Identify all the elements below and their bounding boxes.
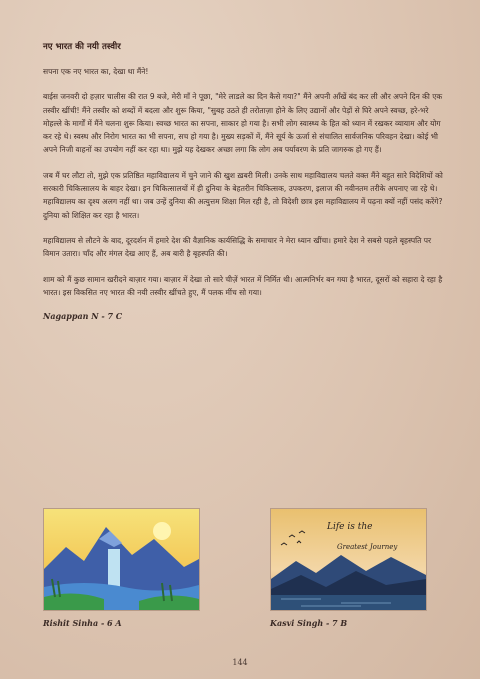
painting-lettering-line2: Greatest Journey <box>337 543 398 551</box>
article-paragraph: शाम को मैं कुछ सामान खरीदने बाज़ार गया। बाज़ार में देखा तो सारे चीज़ें भारत में निर्मित थी। आत्मनिर्भर बन गया है भारत, दूसरों को सहारा दे रहा है भारत। इस विकसित नए भारत की नयी तस्वीर खींचते हुए, मैं पलक मींच सो गया। <box>43 274 443 297</box>
dusk-painting <box>271 509 426 610</box>
painting-lettering-line1: Life is the <box>327 522 373 532</box>
artwork-landscape-waterfall <box>43 508 200 611</box>
article-paragraph: जब मैं घर लौटा तो, मुझे एक प्रतिष्ठित महाविद्यालय में चुने जाने की खुश ख़बरी मिली। उनके साथ महाविद्यालय चलते वक्त मैंने बहुत सारे विदेशियों को सरकारी चिकित्सालय के बाहर देखा। इन चिकित्सालयों में ही दुनिया के बेहतरीन चिकित्सक, उपकरण, इलाज की नवीनतम तरीके अपनाए जा रहे थे। महाविद्यालय का दृश्य अलग नहीं था। जब उन्हें दुनिया की अत्युत्तम शिक्षा मिल रही है, तो विदेशी छात्र इस महाविद्यालय में पढ़ना क्यों नहीं पसंद करेंगे? दुनिया को शिक्षित कर रहा है भारत। <box>43 170 443 220</box>
article-author: Nagappan N - 7 C <box>43 311 123 322</box>
page-number: 144 <box>232 658 248 667</box>
artwork-dusk-mountains <box>270 508 427 611</box>
article-paragraph: महाविद्यालय से लौटने के बाद, दूरदर्शन में हमारे देश की वैज्ञानिक कार्यसिद्धि के समाचार ने मेरा ध्यान खींचा। हमारे देश ने सबसे पहले बृहस्पति पर विमान उतारा। चाँद और मंगल देख आए हैं, अब बारी है बृहस्पति की। <box>43 235 432 259</box>
article-title: नए भारत की नयी तस्वीर <box>43 42 121 52</box>
sun <box>153 522 171 540</box>
article-paragraph: बाईस जनवरी दो हज़ार चालीस की रात 9 बजे, मेरी माँ ने पूछा, "मेरे लाडले का दिन कैसे गया?" मैंने अपनी आँखें बंद कर ली और अपने दिन की एक तस्वीर खींची! मैंने तस्वीर को शब्दों में बदला और शुरू किया, "सुबह उठते ही तरोताज़ा होने के लिए उद्यानों और पेड़ों से घिरे अपने स्वच्छ, हरे-भरे मोहल्ले के मार्गों में मैंने चलना शुरू किया। स्वच्छ भारत का सपना, साकार हो गया है। सभी लोग स्वास्थ्य के हित को ध्यान में रखकर व्यायाम और योग कर रहे थे। स्वस्थ और निरोग भारत का भी सपना, सच हो गया है। मुख्य सड़कों में, मैंने सूर्य के ऊर्जा से संचालित सार्वजनिक परिवहन देखा। कोई भी अपने निजी वाहनों का उपयोग नहीं कर रहा था। मुझे यह देखकर अच्छा लगा कि लोग अब पर्यावरण के प्रति जागरुक हो गए हैं। <box>43 92 443 155</box>
article <box>43 40 444 321</box>
waterfall-painting <box>44 509 199 610</box>
article-paragraph: सपना एक नए भारत का, देखा था मैंने! <box>43 67 149 76</box>
artwork-credit-right: Kasvi Singh - 7 B <box>270 618 348 628</box>
artwork-credit-left: Rishit Sinha - 6 A <box>43 618 122 628</box>
waterfall <box>108 549 120 587</box>
lake <box>271 595 426 610</box>
